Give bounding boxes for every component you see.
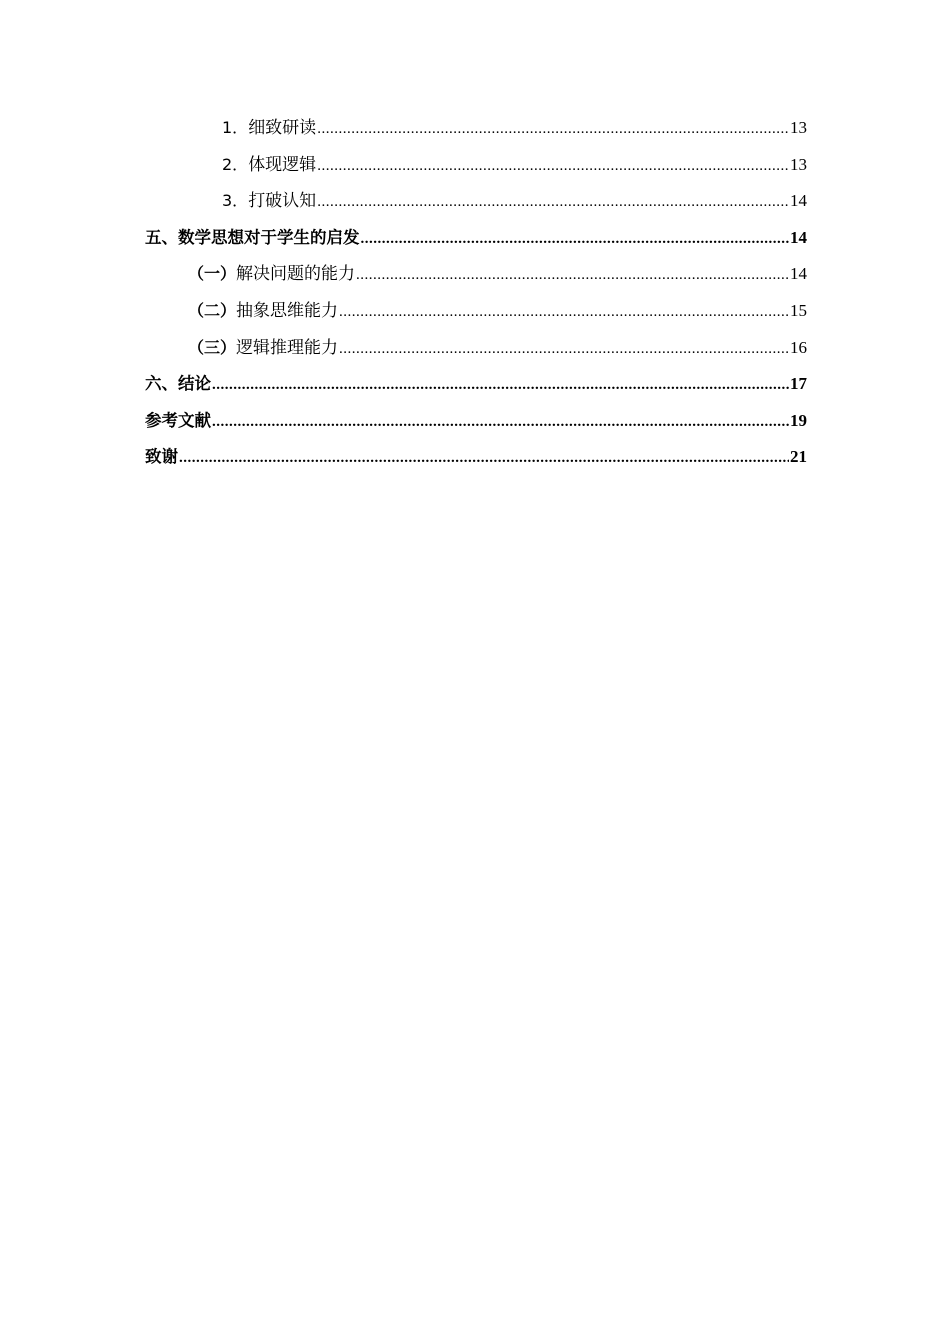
toc-entry-number: （二） [188,300,237,320]
toc-entry-number: 2． [222,154,249,174]
toc-page-number: 16 [790,337,807,357]
toc-page-number: 14 [790,191,807,211]
toc-page-number: 17 [790,374,807,394]
toc-entry-title: 致谢 [145,447,178,467]
toc-entry-title: 六、结论 [145,374,211,394]
toc-entry-number: （一） [188,264,237,284]
toc-entry-number: （三） [188,337,237,357]
toc-dot-leader [317,184,789,221]
toc-entry-chapter-5[interactable] [145,220,807,257]
toc-entry-title: 五、数学思想对于学生的启发 [145,227,360,247]
toc-entry-title: 细致研读 [248,118,317,138]
toc-dot-leader [339,331,789,368]
toc-dot-leader [361,221,790,258]
toc-dot-leader [356,257,789,294]
toc-entry-detailed-reading[interactable] [222,110,807,147]
toc-entry-number: 1． [222,118,249,137]
toc-entry-conclusion[interactable] [145,366,807,403]
toc-dot-leader [317,111,789,148]
toc-entry-title: 体现逻辑 [248,154,317,175]
toc-entry-title: 打破认知 [248,191,317,212]
toc-entry-logical-reasoning[interactable] [188,330,807,367]
toc-entry-break-cognition[interactable] [222,183,807,220]
toc-page-number: 14 [790,264,807,284]
toc-entry-acknowledgements[interactable] [145,439,807,476]
toc-entry-references[interactable] [145,403,807,440]
toc-entry-reflect-logic[interactable] [222,147,807,184]
table-of-contents [0,110,950,476]
toc-entry-title: 参考文献 [145,410,211,430]
toc-dot-leader [339,294,789,331]
toc-dot-leader [212,404,789,441]
toc-entry-title: 解决问题的能力 [236,264,356,285]
toc-entry-title: 逻辑推理能力 [236,337,339,358]
toc-page-number: 15 [790,300,807,320]
toc-page-number: 13 [790,118,807,137]
toc-entry-problem-solving[interactable] [188,256,807,293]
toc-page-number: 21 [790,447,807,467]
toc-page-number: 19 [790,410,807,430]
toc-dot-leader [212,367,789,404]
toc-dot-leader [317,148,789,185]
toc-page-number: 13 [790,154,807,174]
toc-entry-title: 抽象思维能力 [236,300,339,321]
toc-dot-leader [179,440,789,477]
toc-entry-number: 3． [222,191,249,211]
toc-entry-abstract-thinking[interactable] [188,293,807,330]
toc-page-number: 14 [790,227,807,247]
